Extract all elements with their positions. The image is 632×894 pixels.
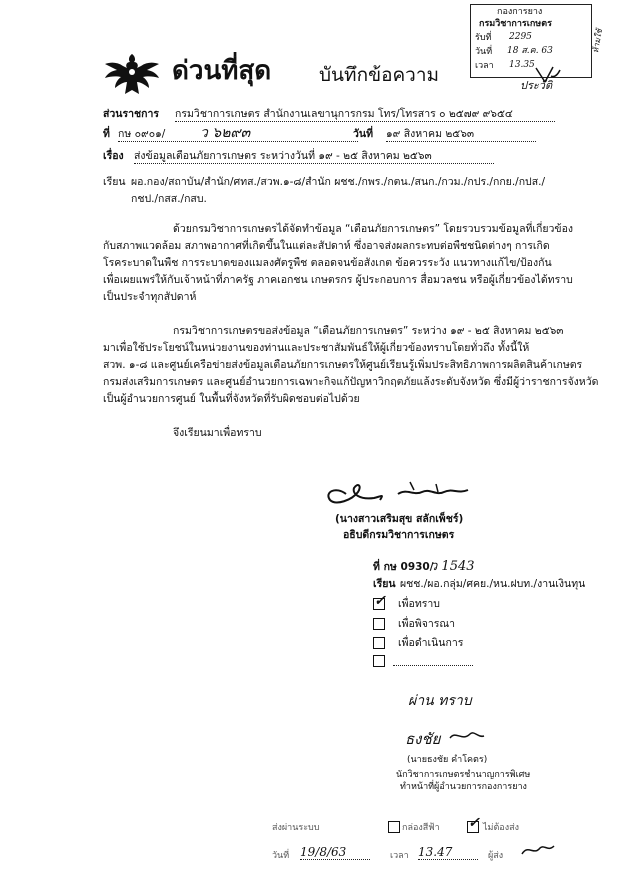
- footer-checkmark-icon: ✓: [468, 815, 480, 831]
- option-checkbox-consider[interactable]: [373, 618, 385, 630]
- stamp-dept: กรมวิชาการเกษตร: [479, 19, 552, 29]
- footer-by-label: ผู้ส่ง: [488, 851, 504, 861]
- footer-opt1-label: กล่องสีฟ้า: [402, 823, 440, 833]
- footer-time-label: เวลา: [390, 851, 409, 861]
- stamp-scribble-icon: [533, 64, 563, 86]
- stamp-no-value: 2295: [509, 32, 532, 42]
- agency-label: ส่วนราชการ: [103, 108, 160, 120]
- subject-value: ส่งข้อมูลเตือนภัยการเกษตร ระหว่างวันที่ ๑๙ - ๒๕ สิงหาคม ๒๕๖๓: [134, 150, 494, 164]
- footer-date-label: วันที่: [272, 851, 290, 861]
- routing-to-value: ผชช./ผอ.กลุ่ม/ศคย./หน.ฝบท./งานเงินทุน: [400, 578, 586, 590]
- director-signature-icon: [318, 470, 478, 510]
- closing-text: จึงเรียนมาเพื่อทราบ: [173, 427, 262, 439]
- routing-signer-name: (นายธงชัย คำโคตร): [407, 755, 488, 765]
- option-checkbox-action[interactable]: [373, 637, 385, 649]
- director-name: (นางสาวเสริมสุข สลักเพ็ชร์): [335, 513, 464, 525]
- salutation-line1: ผอ.กอง/สถาบัน/สำนัก/ศทส./สวพ.๑-๘/สำนัก ผชช./กพร./กตน./สนก./กวม./กปร./กกย./กปส./: [131, 176, 546, 188]
- routing-ref-handwritten: ว 1543: [430, 559, 475, 574]
- ref-handwritten: ว ๖๒๙๓: [200, 125, 251, 141]
- routing-signer-title1: นักวิชาการเกษตรชำนาญการพิเศษ: [396, 770, 531, 780]
- stamp-time-label: เวลา: [475, 61, 494, 71]
- paragraph-2-line: มาเพื่อใช้ประโยชน์ในหน่วยงานของท่านและประชาสัมพันธ์ให้ผู้เกี่ยวข้องทราบโดยทั่วถึง ทั้งนี้ให้: [103, 342, 530, 354]
- subject-label: เรื่อง: [103, 150, 124, 162]
- option-other-line: [393, 665, 473, 666]
- checkmark-icon: ✓: [374, 593, 386, 609]
- paragraph-1-line: เป็นประจำทุกสัปดาห์: [103, 291, 197, 303]
- footer-opt2-label: ไม่ต้องส่ง: [483, 823, 519, 833]
- date-value: ๑๙ สิงหาคม ๒๕๖๓: [386, 128, 536, 142]
- paragraph-1-line: ด้วยกรมวิชาการเกษตรได้จัดทำข้อมูล “เตือนภัยการเกษตร” โดยรวบรวมข้อมูลที่เกี่ยวข้อง: [173, 223, 574, 235]
- director-position: อธิบดีกรมวิชาการเกษตร: [343, 529, 455, 541]
- stamp-time-value: 13.35: [509, 60, 535, 70]
- memo-title: บันทึกข้อความ: [319, 64, 440, 86]
- salutation-label: เรียน: [103, 176, 126, 188]
- stamp-date-label: วันที่: [475, 47, 493, 57]
- footer-label: ส่งผ่านระบบ: [272, 823, 320, 833]
- paragraph-1-line: เพื่อเผยแพร่ให้กับเจ้าหน้าที่ภาครัฐ ภาคเอกชน เกษตรกร ผู้ประกอบการ สื่อมวลชน หรือผู้เกี่ยวข้องได้ทราบ: [103, 274, 573, 286]
- garuda-emblem-icon: [103, 50, 161, 98]
- urgent-label: ด่วนที่สุด: [172, 56, 272, 86]
- routing-signer-title2: ทำหน้าที่ผู้อำนวยการกองการยาง: [400, 782, 527, 792]
- routing-ref-label: ที่ กษ 0930/: [373, 561, 434, 573]
- date-label: วันที่: [353, 128, 373, 140]
- routing-hand-sign: ธงชัย: [405, 730, 441, 748]
- routing-to-label: เรียน: [373, 578, 396, 590]
- footer-time-value: 13.47: [418, 845, 478, 860]
- stamp-org: กองการยาง: [497, 7, 543, 17]
- stamp-handwritten: ประวัติ: [520, 79, 553, 92]
- option-label-consider: เพื่อพิจารณา: [398, 618, 456, 630]
- option-checkbox-other[interactable]: [373, 655, 385, 667]
- receipt-stamp: [470, 4, 592, 78]
- agency-value: กรมวิชาการเกษตร สำนักงานเลขานุการกรม โทร/โทรสาร ๐ ๒๕๗๙ ๙๖๕๔: [175, 108, 555, 122]
- paragraph-2-line: กรมส่งเสริมการเกษตร และศูนย์อำนวยการเฉพาะกิจแก้ปัญหาวิกฤตภัยแล้งระดับจังหวัด ซึ่งมีผู้ว่าราชการจังหวัด: [103, 376, 599, 388]
- footer-checkbox-blue-box[interactable]: [388, 821, 400, 833]
- paragraph-1-line: โรคระบาดในพืช การระบาดของแมลงศัตรูพืช ตลอดจนข้อสังเกต ข้อควรระวัง แนวทางแก้ไข/ป้องกัน: [103, 257, 552, 269]
- paragraph-2-line: กรมวิชาการเกษตรขอส่งข้อมูล “เตือนภัยการเกษตร” ระหว่าง ๑๙ - ๒๕ สิงหาคม ๒๕๖๓: [173, 325, 564, 337]
- stamp-date-value: 18 ส.ค. 63: [507, 46, 553, 56]
- footer-date-value: 19/8/63: [300, 845, 370, 860]
- ref-value: กษ ๐๙๐๑/: [118, 128, 358, 142]
- footer-initials-icon: [518, 840, 558, 860]
- routing-signature-icon: [400, 720, 490, 750]
- option-label-info: เพื่อทราบ: [398, 598, 440, 610]
- stamp-mark: ห้ามใช้: [590, 28, 605, 54]
- paragraph-2-line: เป็นผู้อำนวยการศูนย์ ในพื้นที่จังหวัดที่รับผิดชอบต่อไปด้วย: [103, 393, 360, 405]
- paragraph-1-line: กับสภาพแวดล้อม สภาพอากาศที่เกิดขึ้นในแต่ละสัปดาห์ ซึ่งอาจส่งผลกระทบต่อพืชชนิดต่างๆ การเกิด: [103, 240, 550, 252]
- stamp-no-label: รับที่: [475, 33, 492, 43]
- salutation-line2: กชป./กสส./กสบ.: [131, 193, 207, 205]
- ref-label: ที่: [103, 128, 110, 140]
- routing-hand-note: ผ่าน ทราบ: [408, 693, 472, 709]
- paragraph-2-line: สวพ. ๑-๘ และศูนย์เครือข่ายส่งข้อมูลเตือนภัยการเกษตรให้ศูนย์เรียนรู้เพิ่มประสิทธิภาพการผลิตสินค้าเกษตร: [103, 359, 583, 371]
- option-label-action: เพื่อดำเนินการ: [398, 637, 464, 649]
